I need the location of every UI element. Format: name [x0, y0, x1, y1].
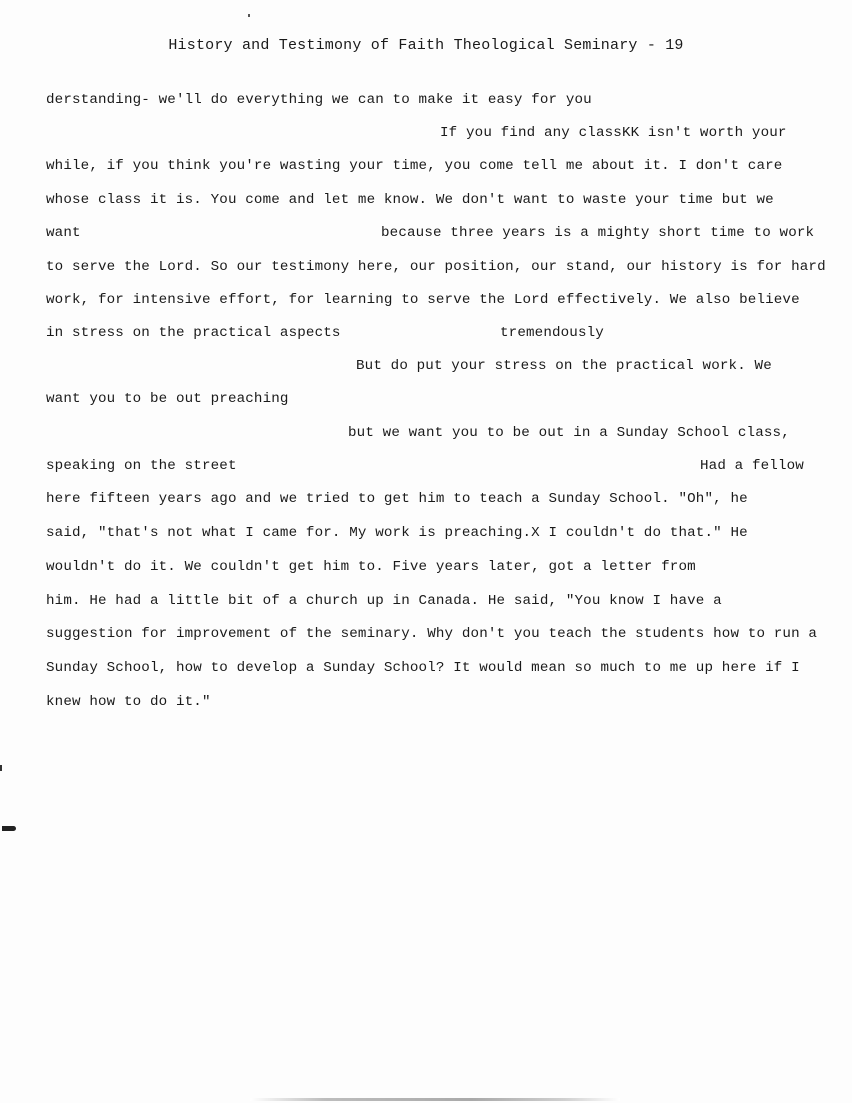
- text-line: because three years is a mighty short time to work: [381, 225, 815, 241]
- text-line: derstanding- we'll do everything we can to make it easy for you: [46, 92, 592, 108]
- text-line: but we want you to be out in a Sunday School class,: [348, 425, 790, 441]
- text-line: suggestion for improvement of the seminary. Why don't you teach the students how to run a: [46, 626, 818, 642]
- scan-edge: [250, 1098, 620, 1101]
- page-header: History and Testimony of Faith Theological Seminary - 19: [168, 37, 684, 54]
- text-line: whose class it is. You come and let me know. We don't want to waste your time but we: [46, 192, 774, 208]
- text-line: want you to be out preaching: [46, 391, 289, 407]
- scan-speck: [248, 14, 250, 17]
- text-line: wouldn't do it. We couldn't get him to. Five years later, got a letter from: [46, 559, 696, 575]
- scan-mark: [2, 826, 16, 831]
- text-line: speaking on the street: [46, 458, 237, 474]
- text-line: Sunday School, how to develop a Sunday School? It would mean so much to me up here if I: [46, 660, 800, 676]
- text-line: Had a fellow: [700, 458, 804, 474]
- text-line: him. He had a little bit of a church up in Canada. He said, "You know I have a: [46, 593, 722, 609]
- text-line: in stress on the practical aspects: [46, 325, 341, 341]
- text-line: want: [46, 225, 81, 241]
- scan-speck: [0, 765, 2, 771]
- text-line: to serve the Lord. So our testimony here, our position, our stand, our history is for hard: [46, 259, 826, 275]
- text-line: But do put your stress on the practical work. We: [356, 358, 772, 374]
- text-line: tremendously: [500, 325, 604, 341]
- text-line: said, "that's not what I came for. My work is preaching.X I couldn't do that." He: [46, 525, 748, 541]
- text-line: If you find any classKK isn't worth your: [440, 125, 787, 141]
- text-line: while, if you think you're wasting your time, you come tell me about it. I don't care: [46, 158, 783, 174]
- text-line: work, for intensive effort, for learning to serve the Lord effectively. We also believe: [46, 292, 800, 308]
- text-line: knew how to do it.": [46, 694, 211, 710]
- text-line: here fifteen years ago and we tried to get him to teach a Sunday School. "Oh", he: [46, 491, 748, 507]
